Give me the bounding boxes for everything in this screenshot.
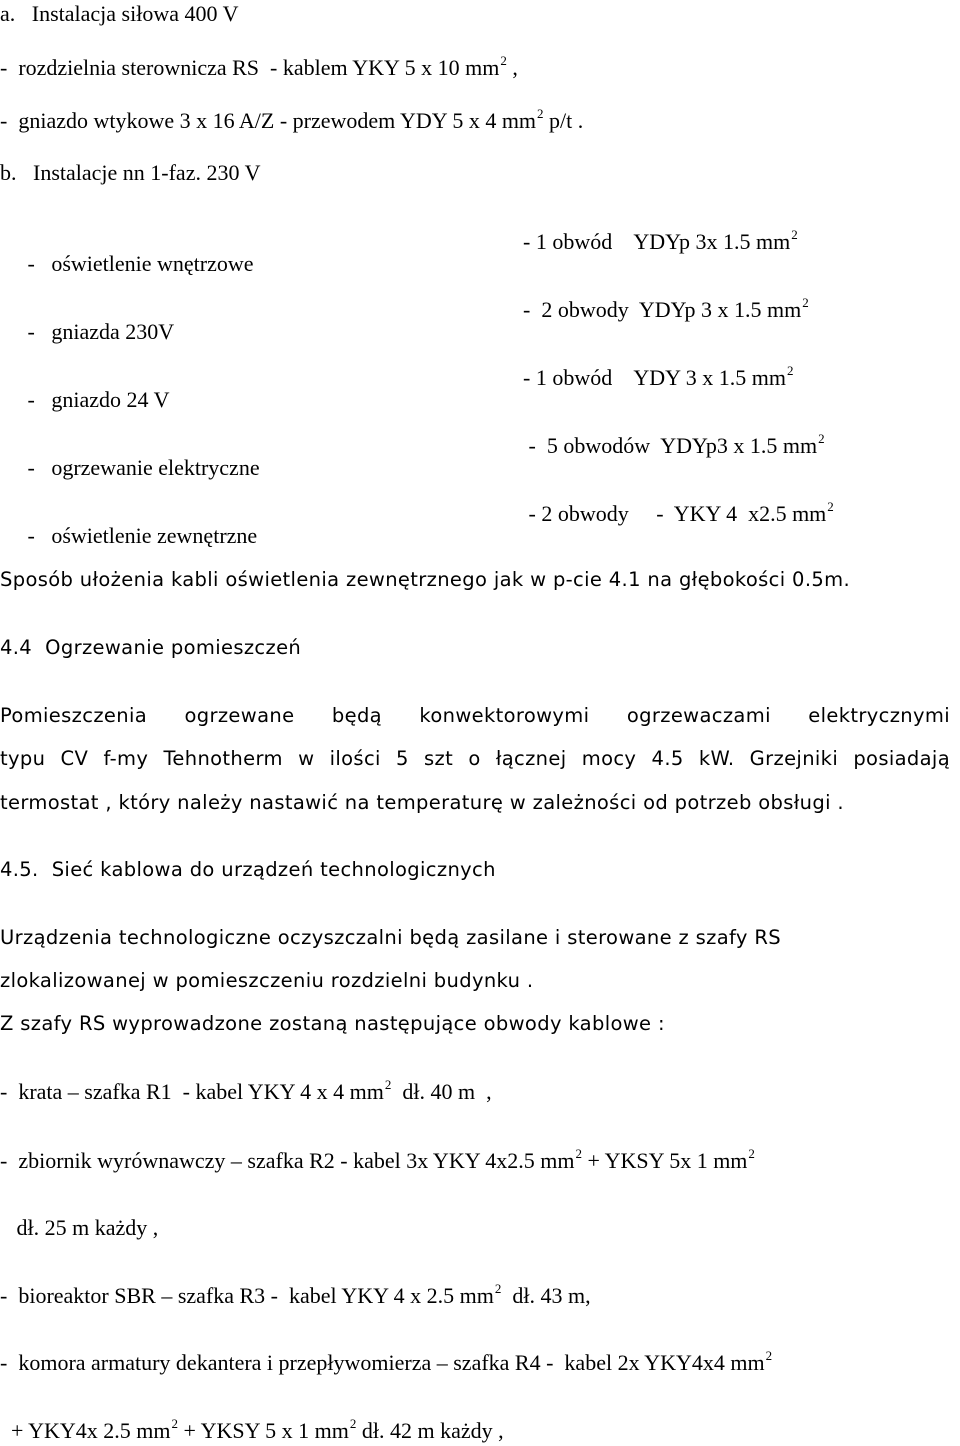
heating-paragraph-line: termostat , który należy nastawić na temperaturę w zależności od potrzeb obsługi . [0,791,844,814]
heading-4-4: 4.4 Ogrzewanie pomieszczeń [0,636,302,659]
cable-text: - krata – szafka R1 - kabel YKY 4 x 4 mm [0,1079,384,1104]
circuit-name: - oświetlenie zewnętrzne [22,523,258,548]
cable-length: dł. 43 m, [501,1283,591,1308]
cable-text: - zbiornik wyrównawczy – szafka R2 - kabel 3x YKY 4x2.5 mm [0,1148,575,1173]
superscript: 2 [786,363,794,378]
line-end: , [506,55,518,80]
cable-text-2: + YKSY 5 x 1 mm [177,1418,349,1443]
circuit-name: - ogrzewanie elektryczne [22,455,260,480]
heating-paragraph-line: Pomieszczenia ogrzewane będą konwektorowymi ogrzewaczami elektrycznymi [0,704,950,727]
circuit-spec [523,499,834,526]
section-a-line-socket [0,106,584,133]
spec-text: - 2 obwody YDYp 3 x 1.5 mm [523,297,802,322]
spec-text: - 5 obwodów YDYp3 x 1.5 mm [523,433,818,458]
cable-length: dł. 40 m , [391,1079,492,1104]
tech-paragraph-line: Z szafy RS wyprowadzone zostaną następujące obwody kablowe : [0,1012,665,1035]
line-text: - rozdzielnia sterownicza RS - kablem YKY 5 x 10 mm [0,55,500,80]
superscript: 2 [384,1077,392,1092]
spec-text: - 1 obwód YDYp 3x 1.5 mm [523,229,791,254]
superscript: 2 [171,1416,178,1431]
heating-paragraph-line: typu CV f-my Tehnotherm w ilości 5 szt o łącznej mocy 4.5 kW. Grzejniki posiadają [0,747,950,770]
superscript: 2 [818,431,825,446]
circuit-name: - oświetlenie wnętrzowe [22,251,254,276]
section-a-line-rs [0,53,518,80]
cable-text: + YKY4x 2.5 mm [0,1418,171,1443]
spec-text: - 1 obwód YDY 3 x 1.5 mm [523,365,786,390]
superscript: 2 [500,53,507,68]
circuit-spec [523,431,825,458]
superscript: 2 [349,1416,357,1431]
cable-item-bioreaktor [0,1281,591,1308]
superscript: 2 [575,1146,583,1161]
superscript: 2 [748,1146,755,1161]
tech-paragraph-line: Urządzenia technologiczne oczyszczalni będą zasilane i sterowane z szafy RS [0,926,781,949]
cable-length: dł. 42 m każdy , [356,1418,504,1443]
superscript: 2 [802,295,809,310]
circuit-spec [523,363,794,390]
spec-text: - 2 obwody - YKY 4 x2.5 mm [523,501,827,526]
heading-4-5: 4.5. Sieć kablowa do urządzeń technologicznych [0,858,496,881]
cable-text: - komora armatury dekantera i przepływomierza – szafka R4 - kabel 2x YKY4x4 mm [0,1350,765,1375]
superscript: 2 [791,227,798,242]
line-text: - gniazdo wtykowe 3 x 16 A/Z - przewodem YDY 5 x 4 mm [0,108,537,133]
section-b-title: b. Instalacje nn 1-faz. 230 V [0,160,261,185]
cable-item-zbiornik [0,1146,755,1173]
superscript: 2 [827,499,834,514]
cable-text: - bioreaktor SBR – szafka R3 - kabel YKY 4 x 2.5 mm [0,1283,494,1308]
circuit-spec [523,227,798,254]
cable-item-komora-cont [0,1416,504,1443]
superscript: 2 [537,106,544,121]
cable-text-2: + YKSY 5x 1 mm [582,1148,748,1173]
circuit-name: - gniazda 230V [22,319,175,344]
circuit-spec [523,295,809,322]
section-a-title: a. Instalacja siłowa 400 V [0,1,239,26]
cable-item-komora [0,1348,773,1375]
superscript: 2 [765,1348,773,1363]
cable-item-krata [0,1077,492,1104]
tech-paragraph-line: zlokalizowanej w pomieszczeniu rozdzielni budynku . [0,969,534,992]
cable-laying-note: Sposób ułożenia kabli oświetlenia zewnętrznego jak w p-cie 4.1 na głębokości 0.5m. [0,568,851,591]
cable-item-zbiornik-length: dł. 25 m każdy , [0,1215,159,1240]
circuit-name: - gniazdo 24 V [22,387,170,412]
superscript: 2 [494,1281,502,1296]
line-end: p/t . [543,108,584,133]
